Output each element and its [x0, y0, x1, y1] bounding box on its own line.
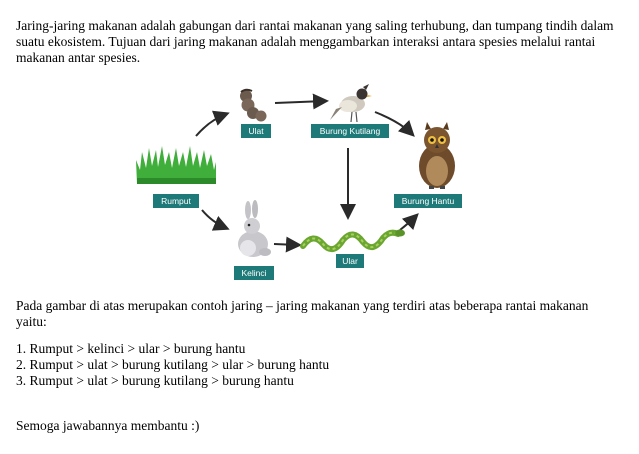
intro-paragraph: Jaring-jaring makanan adalah gabungan dari rantai makanan yang saling terhubung, dan tumpang tindih dalam suatu ekosistem. Tujuan dari jaring makanan adalah menggambarkan interaksi antara spesies melalui rantai makanan antar spesies. — [16, 18, 614, 65]
food-chain-item: 2. Rumput > ulat > burung kutilang > ular > burung hantu — [16, 357, 330, 372]
food-chain-item: 3. Rumput > ulat > burung kutilang > burung hantu — [16, 373, 294, 388]
svg-text:Kelinci: Kelinci — [241, 268, 267, 278]
rabbit-icon — [238, 200, 271, 257]
svg-text:Ulat: Ulat — [248, 126, 264, 136]
sparrow-icon — [330, 84, 372, 122]
label-kelinci — [234, 266, 274, 280]
arrow-ular-burunghantu — [400, 216, 416, 230]
food-web-diagram — [120, 82, 480, 287]
svg-text:Burung Kutilang: Burung Kutilang — [319, 126, 381, 136]
arrow-kelinci-ular — [274, 244, 298, 245]
grass-icon — [136, 146, 216, 184]
food-chain-item: 1. Rumput > kelinci > ular > burung hantu — [16, 341, 246, 356]
label-ulat — [241, 124, 271, 138]
label-ular — [336, 254, 364, 268]
food-chain-list — [16, 341, 329, 389]
description-paragraph: Pada gambar di atas merupakan contoh jaring – jaring makanan yang terdiri atas beberapa rantai makanan yaitu: — [16, 298, 589, 329]
snake-icon — [303, 230, 405, 250]
closing-text: Semoga jawabannya membantu :) — [16, 418, 200, 433]
label-rumput — [153, 194, 199, 208]
svg-text:Ular: Ular — [342, 256, 358, 266]
label-burung-kutilang — [311, 124, 389, 138]
caterpillar-icon — [240, 90, 267, 122]
arrow-rumput-ulat — [196, 114, 226, 136]
svg-text:Rumput: Rumput — [161, 196, 191, 206]
label-burung-hantu — [394, 194, 462, 208]
arrow-rumput-kelinci — [202, 210, 226, 228]
svg-text:Burung Hantu: Burung Hantu — [401, 196, 455, 206]
arrow-ulat-kutilang — [275, 101, 325, 103]
owl-icon — [419, 122, 455, 189]
